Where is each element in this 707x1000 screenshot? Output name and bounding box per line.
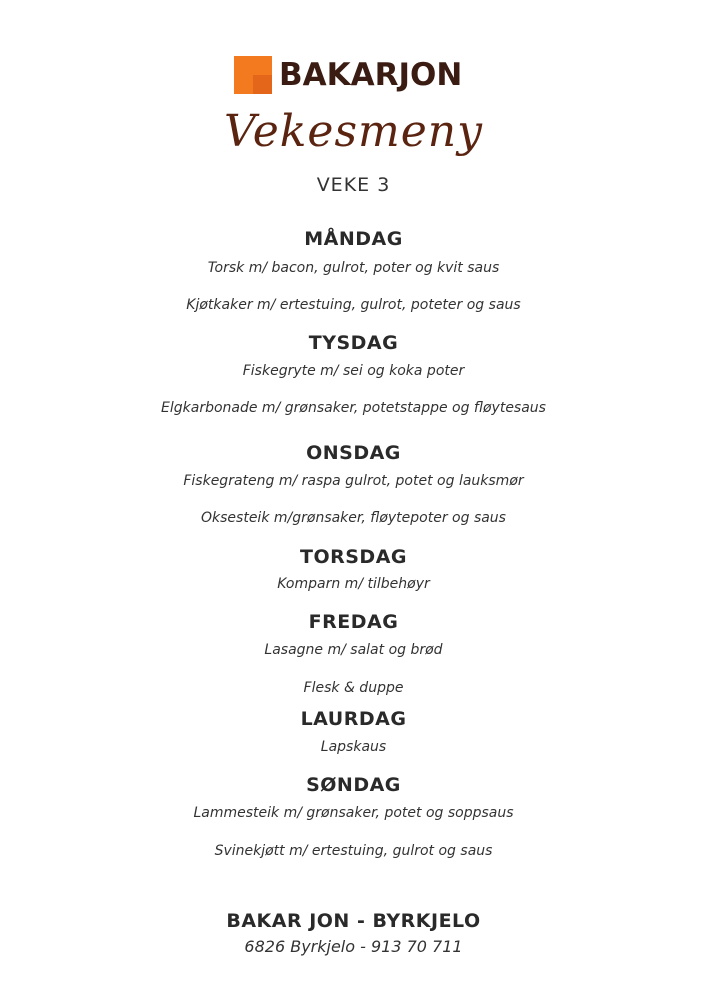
brand-name: BAKARJON [279, 57, 463, 93]
week-label: VEKE 3 [316, 174, 391, 196]
day-title-tysdag: TYSDAG [308, 332, 399, 354]
day-title-sondag: SØNDAG [306, 774, 401, 796]
dish-item: Fiskegrateng m/ raspa gulrot, potet og lauksmør [183, 473, 524, 489]
dish-item: Komparn m/ tilbehøyr [277, 576, 430, 592]
day-title-torsdag: TORSDAG [300, 546, 407, 568]
brand-logo [0, 54, 707, 98]
brand-mark-icon [234, 56, 272, 94]
dish-item: Elgkarbonade m/ grønsaker, potetstappe og fløytesaus [161, 400, 546, 416]
footer-address: 6826 Byrkjelo - 913 70 711 [244, 937, 463, 956]
day-title-mandag: MÅNDAG [304, 228, 403, 250]
day-title-laurdag: LAURDAG [300, 708, 407, 730]
dish-item: Lammesteik m/ grønsaker, potet og soppsaus [193, 805, 514, 821]
dish-item: Oksesteik m/grønsaker, fløytepoter og saus [201, 510, 506, 526]
footer-title: BAKAR JON - BYRKJELO [226, 910, 481, 932]
dish-item: Svinekjøtt m/ ertestuing, gulrot og saus [214, 843, 493, 859]
dish-item: Flesk & duppe [303, 680, 404, 696]
dish-item: Torsk m/ bacon, gulrot, poter og kvit saus [207, 260, 500, 276]
day-title-onsdag: ONSDAG [306, 442, 401, 464]
day-title-fredag: FREDAG [308, 611, 399, 633]
dish-item: Fiskegryte m/ sei og koka poter [242, 363, 465, 379]
dish-item: Kjøtkaker m/ ertestuing, gulrot, poteter og saus [186, 297, 521, 313]
dish-item: Lasagne m/ salat og brød [264, 642, 443, 658]
dish-item: Lapskaus [320, 739, 387, 755]
page-title: Vekesmeny [223, 106, 483, 157]
